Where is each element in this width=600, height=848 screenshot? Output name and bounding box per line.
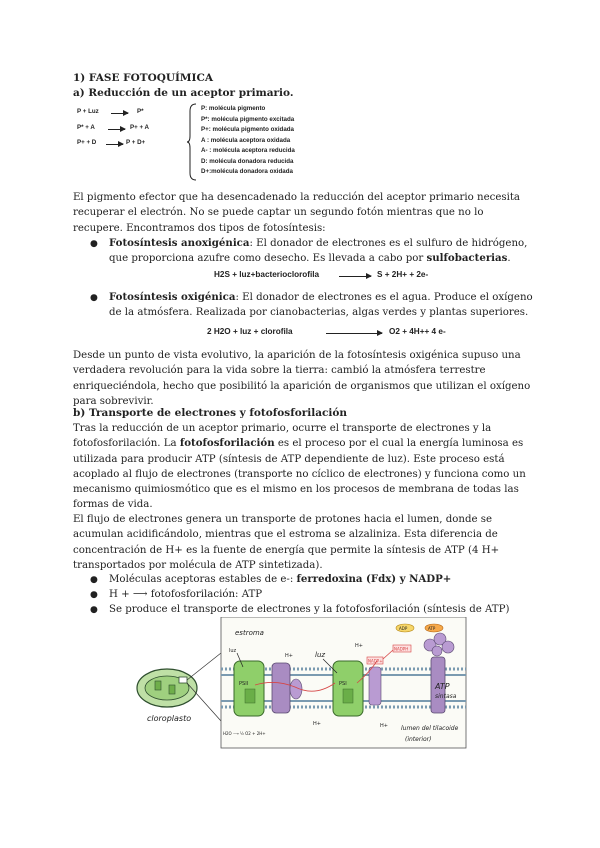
bullet-text: : El donador de electrones es el sulfuro de hidrógeno, que proporciona azufre como desecho. Es llevada a cabo por	[109, 238, 528, 265]
bullet-oxigenica	[109, 290, 535, 321]
h-plus-label: H+	[285, 653, 293, 659]
h-plus-label: H+	[355, 643, 363, 649]
term-end: sulfobacterias	[426, 252, 508, 265]
nadp-label: NADP+	[368, 658, 383, 664]
water-label: H2O ⟶ ½ O2 + 2H+	[223, 731, 266, 736]
legend-item: P: molécula pigmento	[201, 105, 266, 112]
legend-item: D+:molécula donadora oxidada	[201, 168, 293, 175]
term: ferredoxina (Fdx) y NADP+	[296, 573, 452, 585]
reaction-right: P*	[137, 108, 144, 115]
psii-label: PSII	[239, 681, 249, 687]
legend-item: P+: molécula pigmento oxidada	[201, 126, 295, 133]
paragraph	[73, 421, 535, 513]
term: Fotosíntesis oxigénica	[109, 291, 236, 303]
thylakoid-diagram	[125, 617, 470, 749]
atp-label: ATP	[435, 682, 450, 691]
h-plus-label: H+	[380, 723, 388, 729]
atp-small-label: ATP	[428, 626, 436, 631]
section-title: 1) FASE FOTOQUÍMICA	[73, 72, 213, 84]
equation-arrow	[339, 276, 371, 277]
paragraph: Desde un punto de vista evolutivo, la aparición de la fotosíntesis oxigénica supuso una verdadera revolución para la vida sobre la tierra: cambió la atmósfera terrestre enriqueciéndola, hecho que posibilitó la aparición de organismos que utilizan el oxígeno para sobrevivir.	[73, 350, 531, 407]
equation-left: H2S + luz+bacterioclorofila	[214, 270, 320, 279]
lumen-label: lumen del tilacoide	[401, 725, 459, 732]
section-subtitle: a) Reducción de un aceptor primario.	[73, 87, 294, 99]
luz-label: luz	[229, 648, 237, 654]
paragraph: El pigmento efector que ha desencadenado la reducción del aceptor primario necesita recuperar el electrón. No se puede captar un segundo fotón mientras que no lo recupere. Encontramos dos tipos de fotosíntesis:	[73, 192, 520, 234]
reaction-left: P+ + D	[77, 139, 97, 146]
bullet-icon: ●	[90, 575, 98, 585]
cloroplasto-label: cloroplasto	[147, 714, 192, 723]
list-item	[109, 572, 535, 587]
section-title: b) Transporte de electrones y fotofosforilación	[73, 407, 348, 419]
cytochrome	[272, 663, 290, 713]
reaction-left: P + Luz	[77, 108, 99, 115]
equation-left: 2 H2O + luz + clorofila	[207, 327, 293, 336]
photosystem-i	[333, 661, 363, 716]
bullet-icon: ●	[90, 293, 98, 303]
bullet-icon: ●	[90, 590, 98, 600]
sintasa-label: sintasa	[435, 693, 457, 700]
chloroplast-icon	[137, 669, 197, 707]
bullet-anoxigenica	[109, 236, 535, 267]
interior-label: (interior)	[405, 736, 432, 743]
text: es el proceso por el cual la energía luminosa es utilizada para producir ATP (síntesis de ATP dependiente de luz). Este proceso está acoplado al flujo de electrones (transporte no cíclico de electrones) y funciona como un mecanismo quimiosmótico que es el mismo en los procesos de membrana de todas las formas de vida.	[73, 438, 526, 511]
text: Moléculas aceptoras estables de e-:	[109, 574, 297, 585]
reaction-arrow	[108, 129, 125, 130]
reaction-right: P+ + A	[130, 124, 150, 131]
bullet-end: .	[507, 253, 511, 265]
reaction-left: P* + A	[77, 124, 95, 131]
legend-item: P*: molécula pigmento excitada	[201, 115, 295, 123]
term: Fotosíntesis anoxigénica	[109, 237, 250, 249]
bullet-icon: ●	[90, 239, 98, 249]
reaction-right: P + D+	[126, 139, 146, 146]
equation-right: S + 2H+ + 2e-	[377, 270, 429, 279]
equation-right: O2 + 4H++ 4 e-	[389, 327, 446, 336]
reaction-arrow	[106, 144, 123, 145]
bullet-text: : El donador de electrones es el agua. Produce el oxígeno de la atmósfera. Realizada por cianobacterias, algas verdes y plantas superiores.	[109, 292, 533, 319]
psi-label: PSI	[339, 681, 347, 687]
list-item: H + ⟶ fotofosforilación: ATP	[109, 589, 263, 600]
text: Tras la reducción de un aceptor primario, ocurre el transporte de electrones y la fotofosforilación. La	[73, 423, 492, 450]
list-item: Se produce el transporte de electrones y la fotofosforilación (síntesis de ATP)	[109, 604, 510, 615]
nadph-label: NADPH	[394, 646, 409, 652]
reaction-arrow	[111, 113, 128, 114]
photosystem-ii	[234, 661, 264, 716]
legend-item: A : molécula aceptora oxidada	[201, 136, 291, 144]
adp-label: ADP	[399, 626, 408, 631]
legend-item: A- : molécula aceptora reducida	[201, 147, 295, 154]
equation-arrow	[326, 333, 382, 334]
h-plus-label: H+	[313, 721, 321, 727]
luz-label: luz	[315, 651, 326, 659]
estroma-label: estroma	[235, 629, 264, 637]
bullet-icon: ●	[90, 605, 98, 615]
legend-item: D: molécula donadora reducida	[201, 157, 294, 165]
paragraph: El flujo de electrones genera un transporte de protones hacia el lumen, donde se acumulan acidificándolo, mientras que el estroma se alzaliniza. Esta diferencia de concentración de H+ es la fuente de energía que permite la síntesis de ATP (4 H+ transportados por molécula de ATP sintetizada).	[73, 514, 500, 571]
brace-icon	[186, 103, 198, 181]
term: fotofosforilación	[179, 437, 275, 450]
